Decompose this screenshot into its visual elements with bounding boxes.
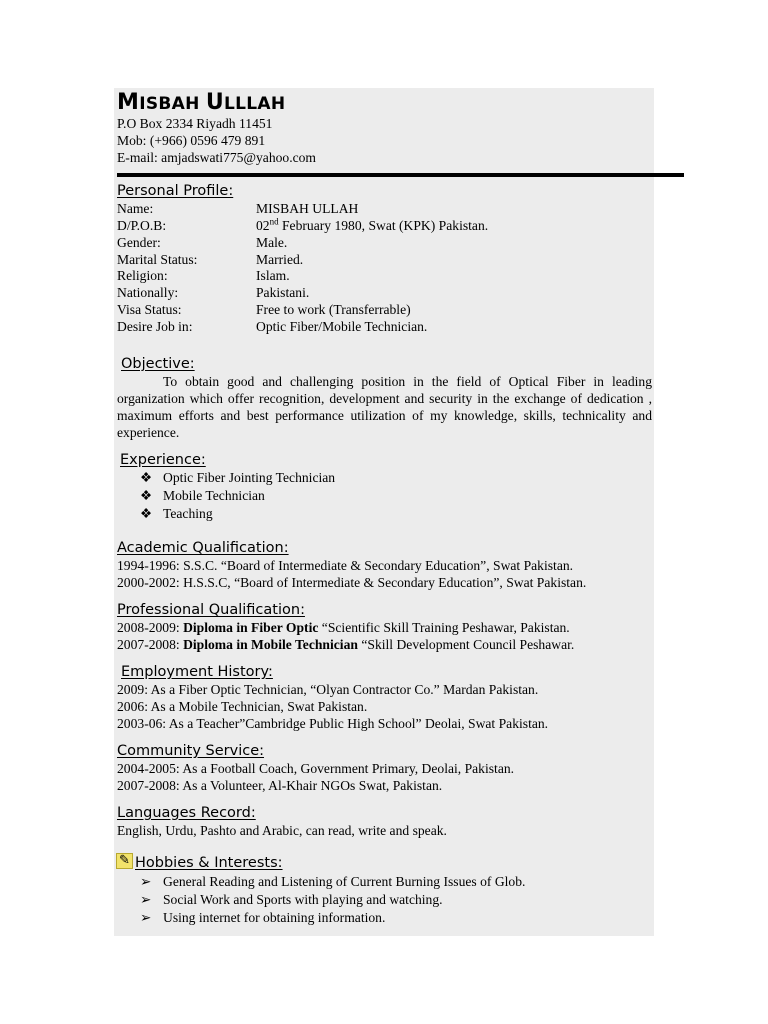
profile-label: Desire Job in: xyxy=(117,319,193,334)
hobby-item: General Reading and Listening of Current Burning Issues of Glob. xyxy=(163,874,526,889)
dob-day: 02 xyxy=(256,218,270,233)
profile-label: Marital Status: xyxy=(117,252,198,267)
employment-line: 2009: As a Fiber Optic Technician, “Olyan Contractor Co.” Mardan Pakistan. xyxy=(117,682,539,697)
professional-diploma: Diploma in Fiber Optic xyxy=(183,620,319,635)
profile-value: Free to work (Transferrable) xyxy=(256,302,411,317)
address-line: P.O Box 2334 Riyadh 11451 xyxy=(117,116,273,131)
profile-label: Gender: xyxy=(117,235,161,250)
diamond-bullet-icon: ❖ xyxy=(140,470,153,485)
professional-line xyxy=(117,619,570,636)
name-initial-first: M xyxy=(117,90,140,115)
professional-year: 2007-2008: xyxy=(117,637,184,652)
academic-heading: Academic Qualification: xyxy=(117,540,289,556)
profile-label: Visa Status: xyxy=(117,302,182,317)
objective-heading: Objective: xyxy=(121,356,195,372)
employment-heading: Employment History: xyxy=(121,664,273,680)
header-divider xyxy=(117,173,684,177)
languages-text: English, Urdu, Pashto and Arabic, can read, write and speak. xyxy=(117,823,447,838)
diamond-bullet-icon: ❖ xyxy=(140,506,153,521)
experience-heading: Experience: xyxy=(120,452,206,468)
arrow-bullet-icon: ➢ xyxy=(140,910,152,925)
languages-heading: Languages Record: xyxy=(117,805,256,821)
profile-label: D/P.O.B: xyxy=(117,218,167,233)
community-line: 2004-2005: As a Football Coach, Government Primary, Deolai, Pakistan. xyxy=(117,761,515,776)
employment-line: 2006: As a Mobile Technician, Swat Pakistan. xyxy=(117,699,368,714)
hobbies-pencil-icon: ✎ xyxy=(116,853,133,869)
profile-value: Islam. xyxy=(256,268,290,283)
profile-value: Married. xyxy=(256,252,304,267)
professional-year: 2008-2009: xyxy=(117,620,184,635)
profile-label: Nationally: xyxy=(117,285,179,300)
hobby-item: Using internet for obtaining information. xyxy=(163,910,386,925)
experience-item: Optic Fiber Jointing Technician xyxy=(163,470,336,485)
dob-rest: February 1980, Swat (KPK) Pakistan. xyxy=(278,218,489,233)
profile-value: Pakistani. xyxy=(256,285,310,300)
personal-profile-heading: Personal Profile: xyxy=(117,183,234,199)
academic-line: 2000-2002: H.S.S.C, “Board of Intermediate & Secondary Education”, Swat Pakistan. xyxy=(117,575,587,590)
professional-heading: Professional Qualification: xyxy=(117,602,305,618)
hobbies-heading: Hobbies & Interests: xyxy=(135,855,283,871)
profile-value: Optic Fiber/Mobile Technician. xyxy=(256,319,428,334)
profile-value: Male. xyxy=(256,235,288,250)
resume-name xyxy=(117,88,285,118)
profile-value xyxy=(256,217,488,234)
mobile-line: Mob: (+966) 0596 479 891 xyxy=(117,133,266,148)
profile-value: MISBAH ULLAH xyxy=(256,201,359,216)
professional-institute: “Skill Development Council Peshawar. xyxy=(357,637,575,652)
academic-line: 1994-1996: S.S.C. “Board of Intermediate & Secondary Education”, Swat Pakistan. xyxy=(117,558,574,573)
name-first-rest: ISBAH xyxy=(139,94,206,114)
name-last-rest: LLLAH xyxy=(224,94,286,114)
dob-suffix: nd xyxy=(269,216,279,227)
objective-text: To obtain good and challenging position in the field of Optical Fiber in leading organization which offer recognition, development and security in the exchange of dedication , maximum efforts and best performance utilization of my knowledge, skills, technicality and experience. xyxy=(117,374,652,440)
community-line: 2007-2008: As a Volunteer, Al-Khair NGOs Swat, Pakistan. xyxy=(117,778,443,793)
professional-line xyxy=(117,636,574,653)
experience-item: Teaching xyxy=(163,506,213,521)
email-line: E-mail: amjadswati775@yahoo.com xyxy=(117,150,317,165)
experience-item: Mobile Technician xyxy=(163,488,265,503)
profile-label: Name: xyxy=(117,201,154,216)
arrow-bullet-icon: ➢ xyxy=(140,892,152,907)
professional-diploma: Diploma in Mobile Technician xyxy=(183,637,358,652)
profile-label: Religion: xyxy=(117,268,168,283)
hobby-item: Social Work and Sports with playing and watching. xyxy=(163,892,443,907)
diamond-bullet-icon: ❖ xyxy=(140,488,153,503)
arrow-bullet-icon: ➢ xyxy=(140,874,152,889)
name-initial-last: U xyxy=(205,90,225,115)
professional-institute: “Scientific Skill Training Peshawar, Pakistan. xyxy=(318,620,570,635)
community-heading: Community Service: xyxy=(117,743,265,759)
employment-line: 2003-06: As a Teacher”Cambridge Public High School” Deolai, Swat Pakistan. xyxy=(117,716,549,731)
